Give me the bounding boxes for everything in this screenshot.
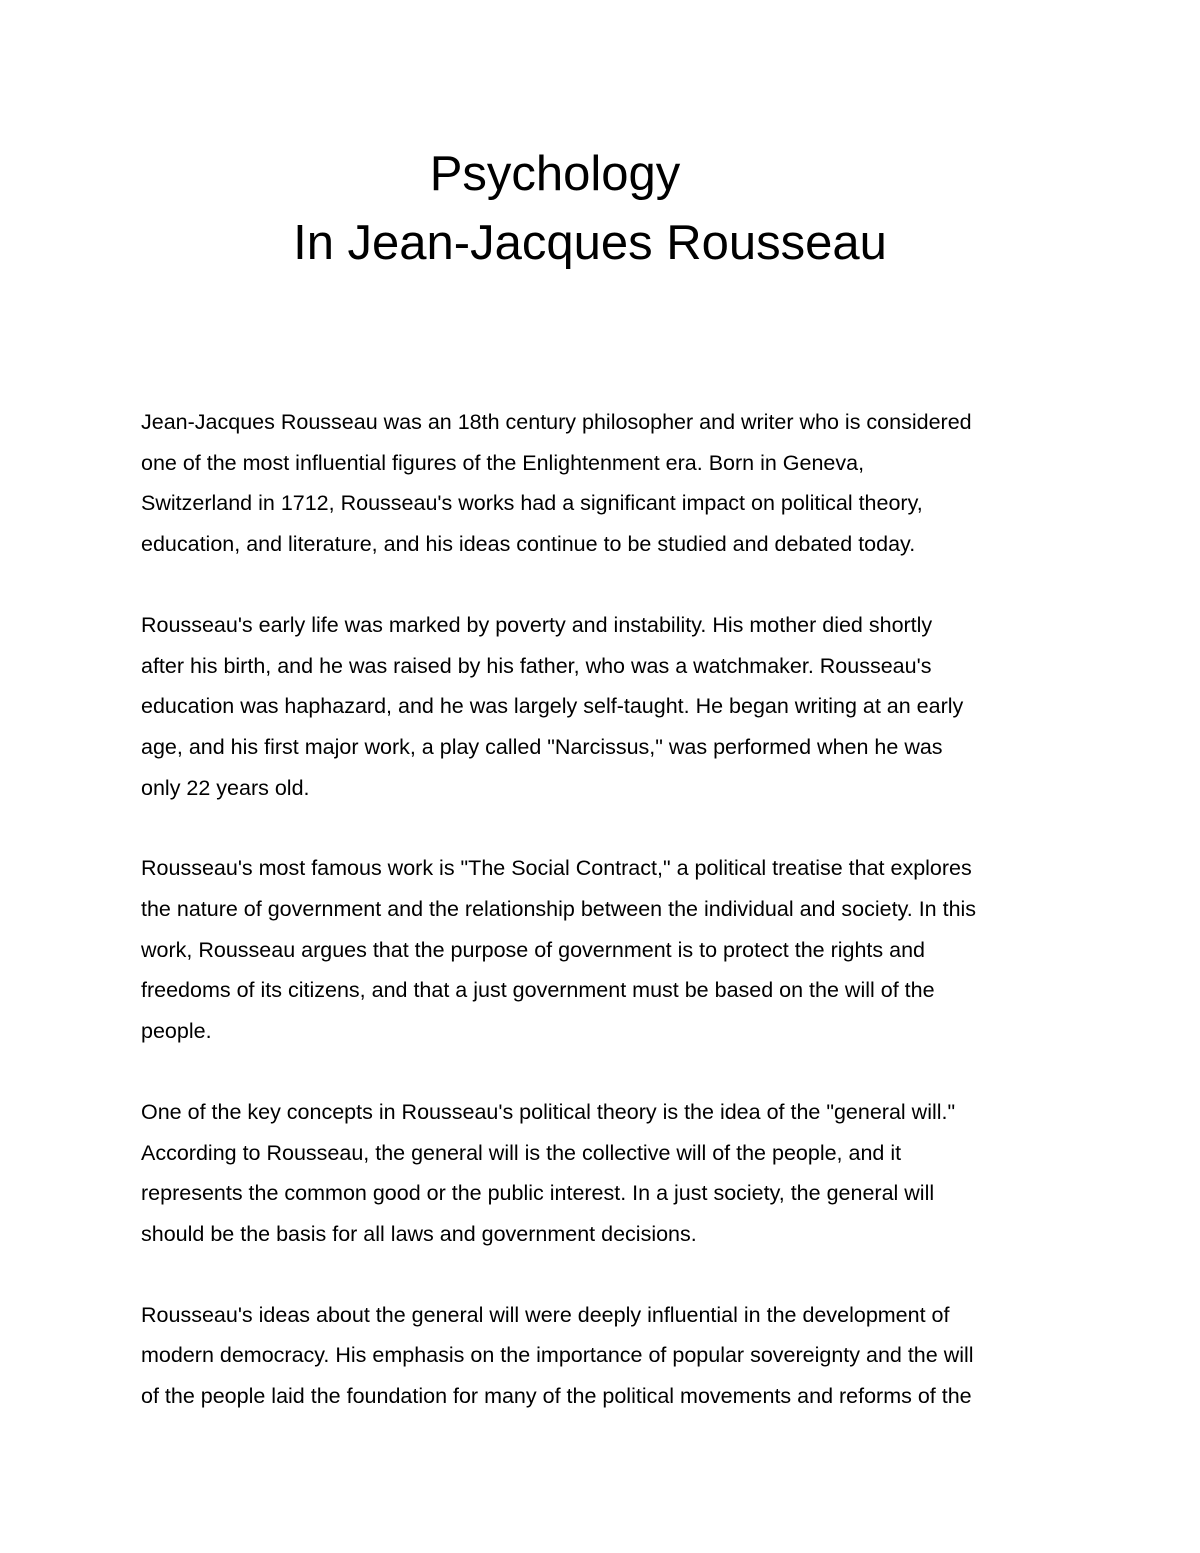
text-line: Rousseau's most famous work is "The Social Contract," a political treatise that explores [141,856,972,881]
text-line: one of the most influential figures of the Enlightenment era. Born in Geneva, [141,450,865,475]
document-body [141,402,1101,1457]
text-line: after his birth, and he was raised by his father, who was a watchmaker. Rousseau's [141,653,932,678]
text-line: modern democracy. His emphasis on the importance of popular sovereignty and the will [141,1343,974,1368]
text-line: education was haphazard, and he was largely self-taught. He began writing at an early [141,694,964,719]
document-title-line-1: Psychology [429,147,681,201]
text-line: age, and his first major work, a play called "Narcissus," was performed when he was [141,734,943,759]
text-line: should be the basis for all laws and government decisions. [141,1221,697,1246]
text-line: According to Rousseau, the general will is the collective will of the people, and it [141,1140,902,1165]
paragraph-social-contract [141,848,1101,1052]
text-line: One of the key concepts in Rousseau's political theory is the idea of the "general will." [141,1099,956,1124]
paragraph-democracy [141,1295,1101,1417]
text-line: represents the common good or the public interest. In a just society, the general will [141,1181,935,1206]
text-line: work, Rousseau argues that the purpose of government is to protect the rights and [141,937,926,962]
paragraph-general-will [141,1092,1101,1255]
document-title-line-2: In Jean-Jacques Rousseau [293,216,887,270]
text-line: education, and literature, and his ideas continue to be studied and debated today. [141,532,916,557]
text-line: Switzerland in 1712, Rousseau's works had a significant impact on political theory, [141,491,923,516]
paragraph-introduction [141,402,1101,565]
text-line: only 22 years old. [141,775,310,800]
text-line: Rousseau's early life was marked by poverty and instability. His mother died shortly [141,612,933,637]
text-line: of the people laid the foundation for many of the political movements and reforms of the [141,1384,972,1409]
text-line: the nature of government and the relationship between the individual and society. In this [141,897,977,922]
text-line: people. [141,1019,212,1044]
text-line: freedoms of its citizens, and that a just government must be based on the will of the [141,978,935,1003]
text-line: Jean-Jacques Rousseau was an 18th century philosopher and writer who is considered [141,410,972,434]
paragraph-early-life [141,605,1101,809]
text-line: Rousseau's ideas about the general will were deeply influential in the development of [141,1302,950,1327]
